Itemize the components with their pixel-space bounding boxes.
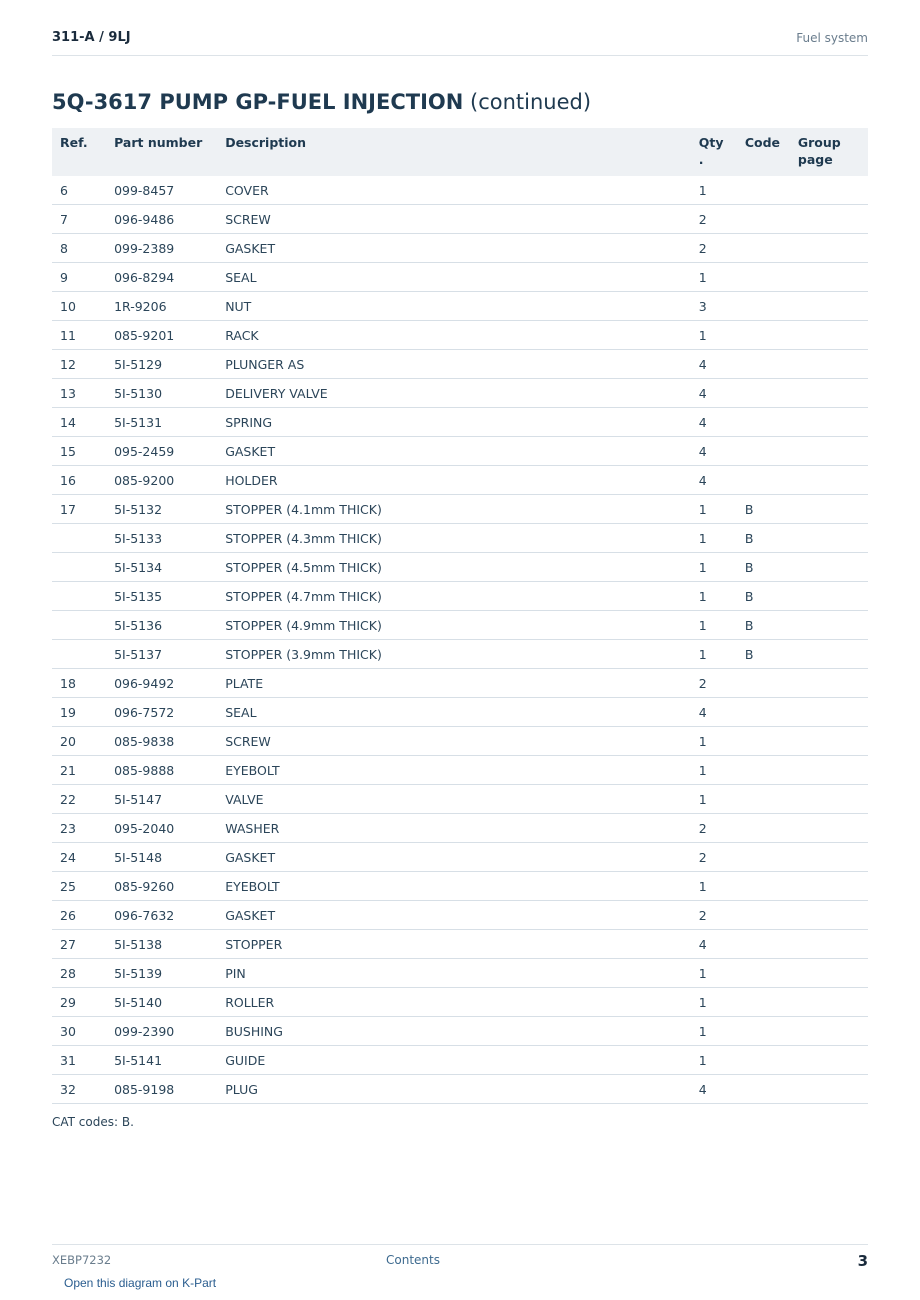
- table-row: [52, 350, 868, 379]
- cell-ref: 19: [52, 698, 106, 727]
- cell-group-page: [790, 524, 868, 553]
- cell-code: B: [737, 553, 790, 582]
- kpart-link[interactable]: Open this diagram on K-Part: [64, 1276, 217, 1290]
- cell-description: STOPPER: [217, 930, 691, 959]
- cell-part-number: 096-9492: [106, 669, 217, 698]
- cell-group-page: [790, 1075, 868, 1104]
- cell-part-number: 085-9838: [106, 727, 217, 756]
- cell-description: PLATE: [217, 669, 691, 698]
- cell-group-page: [790, 582, 868, 611]
- cell-code: [737, 292, 790, 321]
- cell-ref: 14: [52, 408, 106, 437]
- cell-code: [737, 263, 790, 292]
- cell-qty: 4: [691, 930, 737, 959]
- cell-ref: 26: [52, 901, 106, 930]
- cell-qty: 1: [691, 640, 737, 669]
- cell-part-number: 5I-5140: [106, 988, 217, 1017]
- cell-part-number: 095-2040: [106, 814, 217, 843]
- cell-part-number: 5I-5139: [106, 959, 217, 988]
- col-header-qty: [691, 128, 737, 176]
- cell-qty: 2: [691, 205, 737, 234]
- cell-group-page: [790, 350, 868, 379]
- cell-description: STOPPER (4.9mm THICK): [217, 611, 691, 640]
- cell-ref: 18: [52, 669, 106, 698]
- cell-qty: 4: [691, 1075, 737, 1104]
- cell-part-number: 1R-9206: [106, 292, 217, 321]
- cell-ref: 16: [52, 466, 106, 495]
- table-row: [52, 292, 868, 321]
- table-row: [52, 466, 868, 495]
- cell-code: [737, 205, 790, 234]
- table-row: [52, 524, 868, 553]
- cell-qty: 1: [691, 524, 737, 553]
- cell-description: BUSHING: [217, 1017, 691, 1046]
- table-header-row: [52, 128, 868, 176]
- cell-ref: 32: [52, 1075, 106, 1104]
- cell-ref: [52, 582, 106, 611]
- page-header: [52, 28, 868, 56]
- cell-group-page: [790, 611, 868, 640]
- cell-description: NUT: [217, 292, 691, 321]
- table-row: [52, 814, 868, 843]
- cell-qty: 2: [691, 669, 737, 698]
- cell-qty: 2: [691, 843, 737, 872]
- cell-description: EYEBOLT: [217, 756, 691, 785]
- cell-code: [737, 988, 790, 1017]
- table-row: [52, 553, 868, 582]
- table-row: [52, 176, 868, 205]
- cat-codes-note: CAT codes: B.: [52, 1115, 134, 1129]
- cell-code: [737, 176, 790, 205]
- cell-description: STOPPER (3.9mm THICK): [217, 640, 691, 669]
- cell-description: WASHER: [217, 814, 691, 843]
- cell-description: STOPPER (4.5mm THICK): [217, 553, 691, 582]
- cell-code: [737, 408, 790, 437]
- table-row: [52, 263, 868, 292]
- cell-code: [737, 785, 790, 814]
- cell-description: SCREW: [217, 205, 691, 234]
- cell-ref: 21: [52, 756, 106, 785]
- cell-code: B: [737, 640, 790, 669]
- cell-part-number: 096-7632: [106, 901, 217, 930]
- parts-table: [52, 128, 868, 1104]
- cell-qty: 1: [691, 553, 737, 582]
- cell-code: [737, 843, 790, 872]
- table-row: [52, 611, 868, 640]
- cell-code: [737, 1075, 790, 1104]
- cell-part-number: 085-9201: [106, 321, 217, 350]
- col-header-ref: Ref.: [52, 128, 106, 176]
- cell-group-page: [790, 988, 868, 1017]
- cell-ref: 8: [52, 234, 106, 263]
- parts-table-body: [52, 176, 868, 1104]
- cell-group-page: [790, 379, 868, 408]
- cell-ref: [52, 553, 106, 582]
- cell-group-page: [790, 814, 868, 843]
- cell-ref: 6: [52, 176, 106, 205]
- col-header-group-page: [790, 128, 868, 176]
- cell-qty: 1: [691, 1046, 737, 1075]
- cell-part-number: 5I-5137: [106, 640, 217, 669]
- document-id: XEBP7232: [52, 1253, 112, 1267]
- cell-description: GASKET: [217, 843, 691, 872]
- table-row: [52, 408, 868, 437]
- cell-ref: 7: [52, 205, 106, 234]
- cell-group-page: [790, 553, 868, 582]
- table-row: [52, 872, 868, 901]
- cell-part-number: 085-9260: [106, 872, 217, 901]
- cell-description: DELIVERY VALVE: [217, 379, 691, 408]
- cell-group-page: [790, 1017, 868, 1046]
- cell-group-page: [790, 901, 868, 930]
- cell-ref: 27: [52, 930, 106, 959]
- cell-description: STOPPER (4.3mm THICK): [217, 524, 691, 553]
- cell-qty: 1: [691, 959, 737, 988]
- cell-ref: 9: [52, 263, 106, 292]
- cell-group-page: [790, 727, 868, 756]
- cell-group-page: [790, 785, 868, 814]
- cell-part-number: 096-7572: [106, 698, 217, 727]
- cell-qty: 1: [691, 321, 737, 350]
- cell-code: [737, 1017, 790, 1046]
- cell-part-number: 5I-5136: [106, 611, 217, 640]
- cell-code: B: [737, 582, 790, 611]
- cell-part-number: 085-9888: [106, 756, 217, 785]
- cell-part-number: 5I-5147: [106, 785, 217, 814]
- cell-code: [737, 1046, 790, 1075]
- cell-ref: [52, 611, 106, 640]
- cell-qty: 1: [691, 263, 737, 292]
- cell-part-number: 096-9486: [106, 205, 217, 234]
- contents-link[interactable]: Contents: [386, 1253, 440, 1267]
- cell-group-page: [790, 1046, 868, 1075]
- cell-part-number: 5I-5141: [106, 1046, 217, 1075]
- cell-description: GASKET: [217, 437, 691, 466]
- col-header-code: Code: [737, 128, 790, 176]
- cell-description: SEAL: [217, 698, 691, 727]
- cell-part-number: 085-9198: [106, 1075, 217, 1104]
- table-row: [52, 698, 868, 727]
- page-footer: [52, 1244, 868, 1275]
- cell-description: EYEBOLT: [217, 872, 691, 901]
- cell-group-page: [790, 756, 868, 785]
- cell-qty: 2: [691, 901, 737, 930]
- cell-qty: 1: [691, 756, 737, 785]
- cell-code: [737, 901, 790, 930]
- title-suffix: (continued): [470, 90, 592, 114]
- col-header-part-number: Part number: [106, 128, 217, 176]
- cell-description: PLUG: [217, 1075, 691, 1104]
- cell-code: [737, 669, 790, 698]
- table-row: [52, 785, 868, 814]
- cell-ref: 23: [52, 814, 106, 843]
- cell-group-page: [790, 321, 868, 350]
- cell-qty: 1: [691, 582, 737, 611]
- cell-group-page: [790, 640, 868, 669]
- cell-qty: 4: [691, 466, 737, 495]
- cell-qty: 1: [691, 176, 737, 205]
- cell-ref: 17: [52, 495, 106, 524]
- cell-qty: 1: [691, 727, 737, 756]
- cell-code: B: [737, 495, 790, 524]
- cell-description: PLUNGER AS: [217, 350, 691, 379]
- table-row: [52, 234, 868, 263]
- cell-part-number: 099-2390: [106, 1017, 217, 1046]
- cell-part-number: 095-2459: [106, 437, 217, 466]
- cell-description: GASKET: [217, 901, 691, 930]
- table-row: [52, 988, 868, 1017]
- cell-ref: 11: [52, 321, 106, 350]
- table-row: [52, 756, 868, 785]
- table-row: [52, 1046, 868, 1075]
- table-row: [52, 1017, 868, 1046]
- cell-code: B: [737, 524, 790, 553]
- cell-part-number: 099-8457: [106, 176, 217, 205]
- cell-group-page: [790, 408, 868, 437]
- cell-description: GUIDE: [217, 1046, 691, 1075]
- cell-part-number: 096-8294: [106, 263, 217, 292]
- cell-description: RACK: [217, 321, 691, 350]
- table-row: [52, 930, 868, 959]
- cell-part-number: 085-9200: [106, 466, 217, 495]
- cell-qty: 1: [691, 1017, 737, 1046]
- cell-ref: 13: [52, 379, 106, 408]
- cell-description: COVER: [217, 176, 691, 205]
- cell-description: GASKET: [217, 234, 691, 263]
- cell-part-number: 5I-5134: [106, 553, 217, 582]
- cell-description: STOPPER (4.1mm THICK): [217, 495, 691, 524]
- table-row: [52, 640, 868, 669]
- cell-ref: 24: [52, 843, 106, 872]
- cell-qty: 4: [691, 698, 737, 727]
- cell-group-page: [790, 234, 868, 263]
- cell-ref: 28: [52, 959, 106, 988]
- cell-ref: [52, 640, 106, 669]
- cell-code: [737, 698, 790, 727]
- cell-description: ROLLER: [217, 988, 691, 1017]
- cell-ref: 22: [52, 785, 106, 814]
- cell-group-page: [790, 263, 868, 292]
- cell-description: STOPPER (4.7mm THICK): [217, 582, 691, 611]
- cell-code: [737, 930, 790, 959]
- cell-group-page: [790, 872, 868, 901]
- cell-part-number: 5I-5135: [106, 582, 217, 611]
- cell-code: [737, 872, 790, 901]
- table-row: [52, 1075, 868, 1104]
- table-row: [52, 437, 868, 466]
- cell-qty: 1: [691, 988, 737, 1017]
- cell-code: [737, 379, 790, 408]
- table-row: [52, 959, 868, 988]
- cell-part-number: 5I-5132: [106, 495, 217, 524]
- cell-code: [737, 727, 790, 756]
- cell-code: [737, 437, 790, 466]
- cell-qty: 4: [691, 437, 737, 466]
- cell-qty: 4: [691, 408, 737, 437]
- cell-group-page: [790, 698, 868, 727]
- cell-description: SCREW: [217, 727, 691, 756]
- section-label: Fuel system: [796, 31, 868, 45]
- title-main: 5Q-3617 PUMP GP-FUEL INJECTION: [52, 90, 464, 114]
- cell-code: [737, 466, 790, 495]
- cell-group-page: [790, 930, 868, 959]
- table-row: [52, 669, 868, 698]
- cell-ref: 25: [52, 872, 106, 901]
- cell-part-number: 5I-5130: [106, 379, 217, 408]
- cell-ref: 30: [52, 1017, 106, 1046]
- table-row: [52, 901, 868, 930]
- cell-qty: 4: [691, 350, 737, 379]
- cell-ref: 31: [52, 1046, 106, 1075]
- table-row: [52, 495, 868, 524]
- cell-part-number: 5I-5148: [106, 843, 217, 872]
- cell-qty: 2: [691, 234, 737, 263]
- cell-ref: 12: [52, 350, 106, 379]
- table-row: [52, 582, 868, 611]
- cell-group-page: [790, 205, 868, 234]
- cell-description: HOLDER: [217, 466, 691, 495]
- cell-code: [737, 234, 790, 263]
- cell-group-page: [790, 959, 868, 988]
- col-header-qty-text: Qty .: [698, 135, 724, 167]
- cell-qty: 1: [691, 785, 737, 814]
- cell-ref: 29: [52, 988, 106, 1017]
- table-row: [52, 843, 868, 872]
- cell-group-page: [790, 669, 868, 698]
- cell-description: SEAL: [217, 263, 691, 292]
- cell-qty: 2: [691, 814, 737, 843]
- page-number: 3: [857, 1252, 868, 1270]
- model-label: 311-A / 9LJ: [52, 30, 131, 45]
- cell-group-page: [790, 843, 868, 872]
- cell-ref: 20: [52, 727, 106, 756]
- cell-code: [737, 959, 790, 988]
- cell-part-number: 5I-5131: [106, 408, 217, 437]
- cell-group-page: [790, 466, 868, 495]
- table-row: [52, 205, 868, 234]
- cell-part-number: 099-2389: [106, 234, 217, 263]
- col-header-description: Description: [217, 128, 691, 176]
- cell-qty: 1: [691, 872, 737, 901]
- cell-description: PIN: [217, 959, 691, 988]
- cell-description: SPRING: [217, 408, 691, 437]
- cell-qty: 1: [691, 611, 737, 640]
- cell-part-number: 5I-5129: [106, 350, 217, 379]
- cell-ref: [52, 524, 106, 553]
- table-row: [52, 379, 868, 408]
- cell-code: [737, 814, 790, 843]
- table-row: [52, 727, 868, 756]
- cell-qty: 4: [691, 379, 737, 408]
- cell-part-number: 5I-5138: [106, 930, 217, 959]
- cell-qty: 1: [691, 495, 737, 524]
- cell-group-page: [790, 495, 868, 524]
- page-title: [52, 90, 591, 114]
- cell-group-page: [790, 437, 868, 466]
- cell-code: B: [737, 611, 790, 640]
- cell-code: [737, 350, 790, 379]
- cell-qty: 3: [691, 292, 737, 321]
- cell-code: [737, 756, 790, 785]
- cell-part-number: 5I-5133: [106, 524, 217, 553]
- cell-group-page: [790, 176, 868, 205]
- table-row: [52, 321, 868, 350]
- cell-description: VALVE: [217, 785, 691, 814]
- cell-group-page: [790, 292, 868, 321]
- cell-code: [737, 321, 790, 350]
- col-header-group-text: Group page: [797, 135, 841, 167]
- cell-ref: 15: [52, 437, 106, 466]
- cell-ref: 10: [52, 292, 106, 321]
